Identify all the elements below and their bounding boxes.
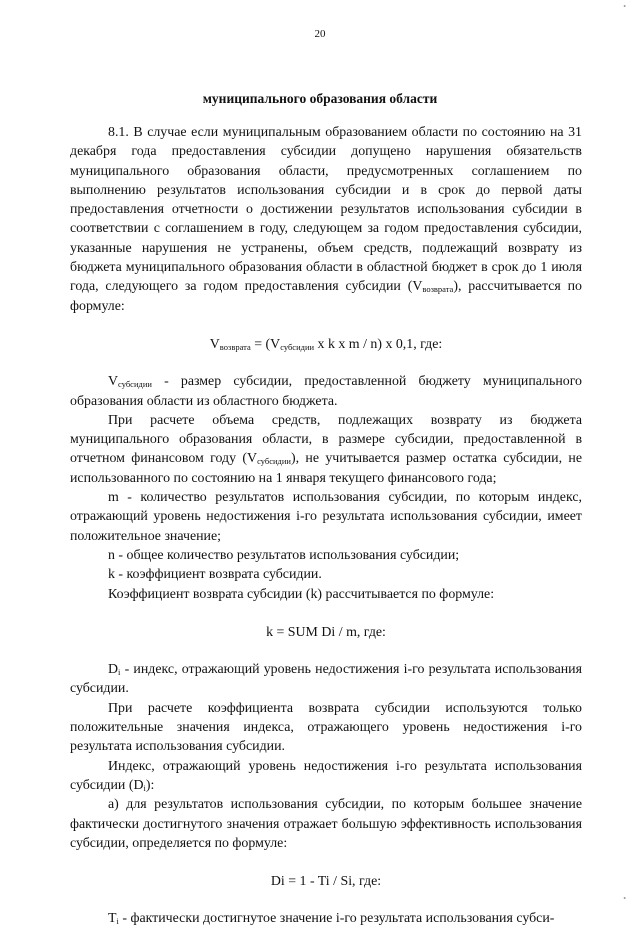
paragraph-8-1: 8.1. В случае если муниципальным образованием области по состоянию на 31 декабря года предоставления субсидии допущено нарушения обязательств муниципального образования области, предусмотренных соглашением по выполнению результатов использования субсидии и в срок до первой даты предоставления отчетности о достижении результатов использования субсидии в соответствии с соглашением в году, следующем за годом предоставления субсидии, указанные нарушения не устранены, объем средств, подлежащий возврату из бюджета муниципального образования области в областной бюджет в срок до 1 июля года, следующего за годом предоставления субсидии $(V_{возврата})$, рассчитывается по формуле:: [70, 125, 582, 314]
page-number: 20: [314, 28, 326, 40]
corner-mark-bottom: •: [623, 894, 626, 903]
formula-v-vozvrata: $V_{возврата} = (V_{субсидии}$ x k x m / n) x 0,1, где:: [209, 336, 443, 352]
formula-di: Di = 1 - Ti / Si, где:: [270, 874, 382, 890]
definition-m: m - количество результатов использования субсидии, по которым индекс, отражающий уровень недостижения i-го результата использования субсидии, имеет положительное значение;: [70, 490, 582, 544]
formula-k: k = SUM Di / m, где:: [266, 624, 386, 640]
definition-n: n - общее количество результатов использования субсидии;: [108, 547, 460, 563]
definition-k: k - коэффициент возврата субсидии.: [108, 567, 322, 583]
paragraph-case-a: а) для результатов использования субсидии, по которым большее значение фактически достигнутого значения отражает большую эффективность использования субсидии, определяется по формуле:: [70, 797, 582, 851]
paragraph-k-formula-intro: Коэффициент возврата субсидии (k) рассчитывается по формуле:: [108, 586, 495, 602]
paragraph-index-intro: Индекс, отражающий уровень недостижения i-го результата использования субсидии $(D_i)$:: [70, 758, 582, 793]
document-body: [70, 123, 582, 929]
section-heading: муниципального образования области: [202, 91, 438, 106]
definition-di: $D_i$ - индекс, отражающий уровень недостижения i-го результата использования субсидии.: [70, 662, 582, 697]
paragraph-positive-values: При расчете коэффициента возврата субсидии используются только положительные значения индекса, отражающего уровень недостижения i-го результата использования субсидии.: [70, 700, 582, 755]
corner-mark-top: •: [623, 2, 626, 11]
definition-v-subsidii: $V_{субсидии}$ - размер субсидии, предоставленной бюджету муниципального образования области из областного бюджета.: [70, 374, 582, 409]
paragraph-calculation-note: При расчете объема средств, подлежащих возврату из бюджета муниципального образования области, в размере субсидии, предоставленной в отчетном финансовом году $(V_{субсидии})$, не учитывается размер остатка субсидии, не использованного по состоянию на 1 января текущего финансового года;: [70, 412, 582, 486]
definition-ti: $T_i$ - фактически достигнутое значение i-го результата использования субси-: [108, 911, 555, 927]
